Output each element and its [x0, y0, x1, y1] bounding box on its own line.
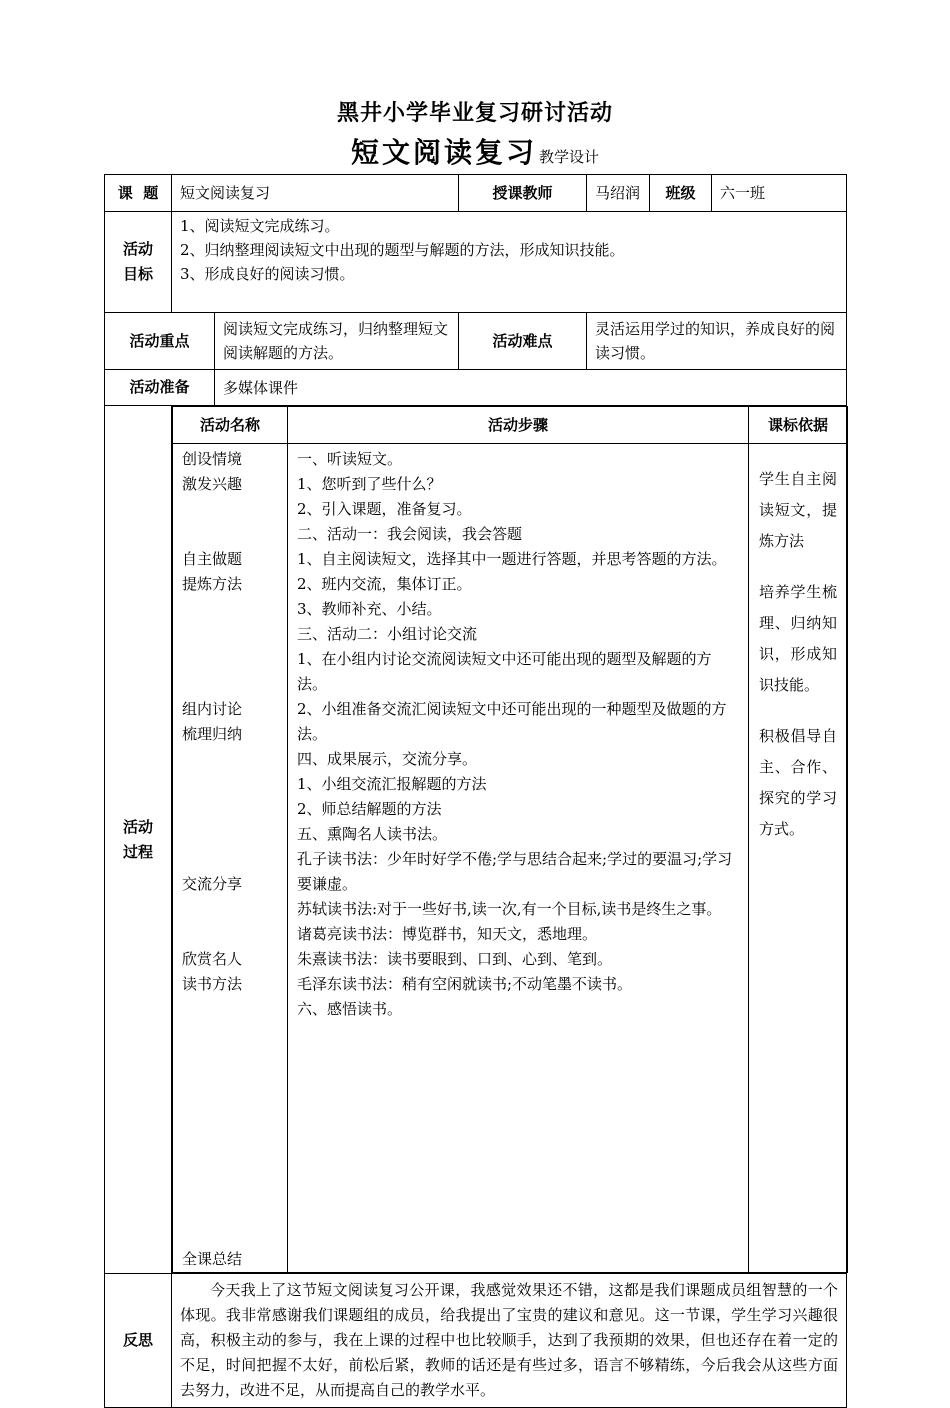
- reflection-row: [105, 1274, 847, 1408]
- activity-name: 创设情境: [182, 450, 243, 468]
- difficulty-label: 活动难点: [459, 313, 587, 370]
- activity-name: 梳理归纳: [182, 725, 243, 743]
- process-inner-table: [172, 406, 848, 1273]
- goal-item: 2、归纳整理阅读短文中出现的题型与解题的方法，形成知识技能。: [180, 241, 625, 259]
- basis-item: 学生自主阅读短文，提炼方法: [759, 470, 837, 550]
- activity-name: 激发兴趣: [182, 475, 243, 493]
- activity-steps: [288, 444, 749, 1273]
- difficulty-value: 灵活运用学过的知识，养成良好的阅读习惯。: [587, 313, 847, 370]
- goal-item: 1、阅读短文完成练习。: [180, 217, 340, 235]
- focus-row: [105, 313, 847, 370]
- process-body-row: [173, 444, 848, 1273]
- activity-name: [182, 1197, 278, 1222]
- basis-item: 培养学生梳理、归纳知识，形成知识技能。: [759, 583, 837, 694]
- reflection-label: 反思: [105, 1274, 172, 1408]
- subtitle-suffix: 教学设计: [539, 148, 600, 166]
- activity-name: [182, 797, 278, 822]
- activity-name: [182, 1047, 278, 1072]
- goals-row: [105, 212, 847, 313]
- step-item: 1、自主阅读短文，选择其中一题进行答题，并思考答题的方法。: [297, 550, 727, 568]
- teacher-value: 马绍润: [587, 175, 650, 212]
- activity-name: 欣赏名人: [182, 950, 243, 968]
- basis-item: 积极倡导自主、合作、探究的学习方式。: [759, 727, 837, 838]
- activity-name: [182, 997, 278, 1022]
- activity-name: [182, 922, 278, 947]
- prep-row: [105, 370, 847, 406]
- activity-name: [182, 1222, 278, 1247]
- activity-name: [182, 647, 278, 672]
- step-item: 1、小组交流汇报解题的方法: [297, 775, 487, 793]
- activity-name: [182, 1147, 278, 1172]
- step-item: 朱熹读书法：读书要眼到、口到、心到、笔到。: [297, 950, 613, 968]
- activity-name: [182, 1072, 278, 1097]
- col-basis-header: 课标依据: [749, 407, 848, 444]
- step-item: 孔子读书法：少年时好学不倦;学与思结合起来;学过的要温习;学习要谦虚。: [297, 850, 733, 893]
- activity-name: 提炼方法: [182, 575, 243, 593]
- step-item: 五、熏陶名人读书法。: [297, 825, 448, 843]
- goal-item: 3、形成良好的阅读习惯。: [180, 265, 355, 283]
- activity-name: 读书方法: [182, 975, 243, 993]
- page-subtitle: [0, 131, 950, 171]
- step-item: 二、活动一：我会阅读，我会答题: [297, 525, 523, 543]
- lesson-plan-table: [104, 174, 847, 1408]
- class-value: 六一班: [712, 175, 847, 212]
- step-item: 三、活动二：小组讨论交流: [297, 625, 478, 643]
- col-name-header: 活动名称: [173, 407, 288, 444]
- activity-name: [182, 1097, 278, 1122]
- step-item: 2、师总结解题的方法: [297, 800, 442, 818]
- activity-name: [182, 672, 278, 697]
- step-item: 1、在小组内讨论交流阅读短文中还可能出现的题型及解题的方法。: [297, 650, 712, 693]
- activity-name: 全课总结: [182, 1250, 243, 1268]
- step-item: 2、小组准备交流汇阅读短文中还可能出现的一种题型及做题的方法。: [297, 700, 727, 743]
- process-label: 活动 过程: [105, 406, 172, 1274]
- topic-value: 短文阅读复习: [172, 175, 459, 212]
- process-header-row: [173, 407, 848, 444]
- step-item: 苏轼读书法:对于一些好书,读一次,有一个目标,读书是终生之事。: [297, 900, 722, 918]
- activity-name: [182, 1022, 278, 1047]
- activity-name: [182, 522, 278, 547]
- prep-value: 多媒体课件: [215, 370, 847, 406]
- reflection-text: 今天我上了这节短文阅读复习公开课，我感觉效果还不错，这都是我们课题成员组智慧的一个体现。我非常感谢我们课题组的成员，给我提出了宝贵的建议和意见。这一节课，学生学习兴趣很高，积极主动的参与，我在上课的过程中也比较顺手，达到了我预期的效果，但也还存在着一定的不足，时间把握不太好，前松后紧，教师的话还是有些过多，语言不够精练，今后我会从这些方面去努力，改进不足，从而提高自己的教学水平。: [172, 1274, 847, 1408]
- step-item: 2、引入课题，准备复习。: [297, 500, 472, 518]
- activity-name: [182, 897, 278, 922]
- step-item: 六、感悟读书。: [297, 1000, 403, 1018]
- activity-name: [182, 497, 278, 522]
- activity-name: [182, 822, 278, 847]
- step-item: 一、听读短文。: [297, 450, 403, 468]
- activity-name: [182, 772, 278, 797]
- topic-label: 课 题: [105, 175, 172, 212]
- step-item: 毛泽东读书法：稍有空闲就读书;不动笔墨不读书。: [297, 975, 633, 993]
- activity-name: [182, 1172, 278, 1197]
- prep-label: 活动准备: [105, 370, 215, 406]
- activity-name: [182, 847, 278, 872]
- curriculum-basis: [749, 444, 848, 1273]
- key-point-label: 活动重点: [105, 313, 215, 370]
- teacher-label: 授课教师: [459, 175, 587, 212]
- step-item: 四、成果展示，交流分享。: [297, 750, 478, 768]
- process-row: [105, 406, 847, 1274]
- activity-name: [182, 1122, 278, 1147]
- activity-name: 自主做题: [182, 550, 243, 568]
- activity-names: [173, 444, 288, 1273]
- step-item: 3、教师补充、小结。: [297, 600, 442, 618]
- activity-name: [182, 597, 278, 622]
- goals-label: 活动 目标: [105, 212, 172, 313]
- goals-list: [172, 212, 847, 313]
- subtitle-main: 短文阅读复习: [350, 136, 537, 169]
- step-item: 1、您听到了些什么？: [297, 475, 442, 493]
- activity-name: 组内讨论: [182, 700, 243, 718]
- col-steps-header: 活动步骤: [288, 407, 749, 444]
- info-row: [105, 175, 847, 212]
- activity-name: [182, 747, 278, 772]
- activity-name: 交流分享: [182, 875, 243, 893]
- step-item: 2、班内交流，集体订正。: [297, 575, 472, 593]
- key-point-value: 阅读短文完成练习，归纳整理短文阅读解题的方法。: [215, 313, 459, 370]
- step-item: 诸葛亮读书法：博览群书，知天文，悉地理。: [297, 925, 598, 943]
- class-label: 班级: [650, 175, 712, 212]
- page-title: 黑井小学毕业复习研讨活动: [336, 100, 613, 126]
- activity-name: [182, 622, 278, 647]
